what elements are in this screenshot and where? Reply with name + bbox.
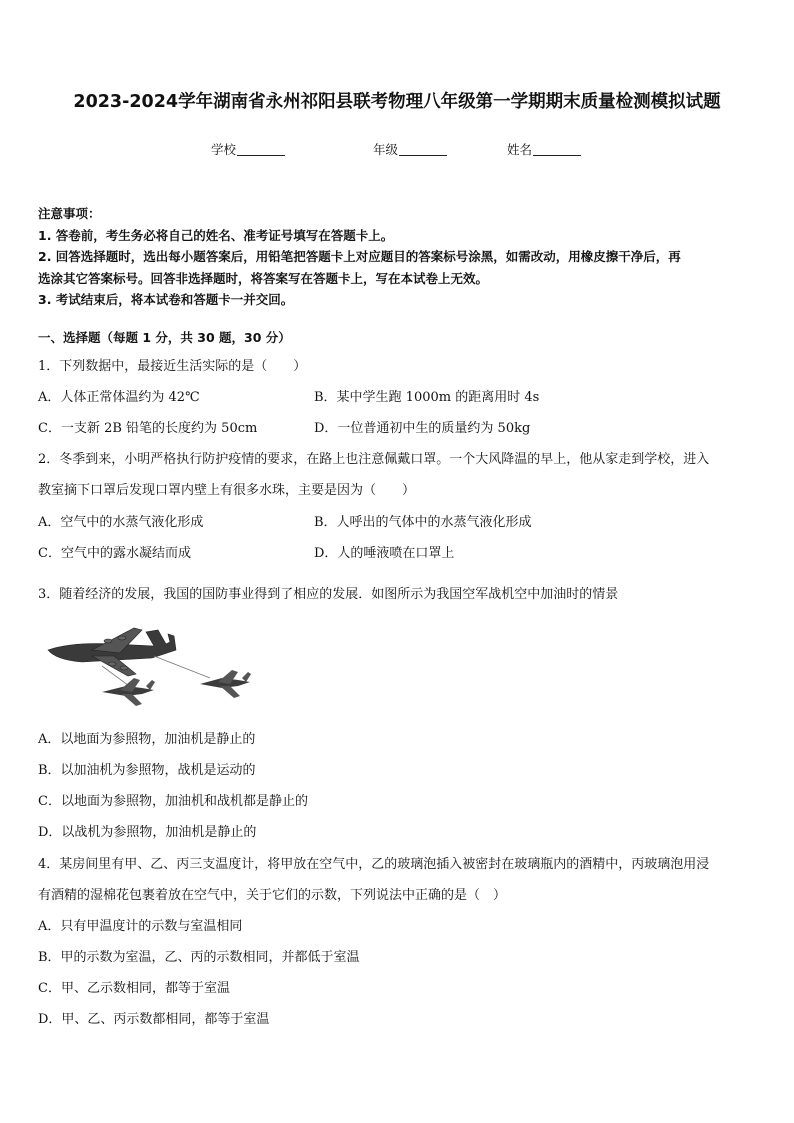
student-info-fields bbox=[0, 140, 794, 160]
q2-option-d: D．人的唾液喷在口罩上 bbox=[314, 546, 455, 561]
tanker-aircraft-icon bbox=[48, 628, 176, 676]
q2-stem-line1: 2．冬季到来，小明严格执行防护疫情的要求，在路上也注意佩戴口罩。一个大风降温的早上，他从家走到学校，进入 bbox=[38, 452, 710, 467]
school-field bbox=[211, 140, 285, 158]
refueling-aircraft-figure bbox=[42, 620, 282, 710]
q4-option-a: A．只有甲温度计的示数与室温相同 bbox=[38, 919, 243, 934]
q2-stem-line2: 教室摘下口罩后发现口罩内壁上有很多水珠，主要是因为（ ） bbox=[38, 483, 416, 498]
q4-stem-line2: 有酒精的湿棉花包裹着放在空气中，关于它们的示数，下列说法中正确的是（ ） bbox=[38, 888, 507, 903]
q4-option-b: B．甲的示数为室温，乙、丙的示数相同，并都低于室温 bbox=[38, 950, 360, 965]
q3-option-d: D．以战机为参照物，加油机是静止的 bbox=[38, 825, 257, 840]
notice-item: 3. 考试结束后，将本试卷和答题卡一并交回。 bbox=[38, 292, 294, 307]
notice-block bbox=[38, 203, 763, 311]
section-heading: 一、选择题（每题 1 分，共 30 题，30 分） bbox=[38, 330, 291, 345]
name-field bbox=[507, 140, 581, 158]
school-label: 学校 bbox=[211, 142, 237, 157]
q4-stem-line1: 4．某房间里有甲、乙、丙三支温度计，将甲放在空气中，乙的玻璃泡插入被密封在玻璃瓶内的酒精中，丙玻璃泡用浸 bbox=[38, 857, 710, 872]
q1-option-d: D．一位普通初中生的质量约为 50kg bbox=[314, 421, 531, 436]
notice-item: 2. 回答选择题时，选出每小题答案后，用铅笔把答题卡上对应题目的答案标号涂黑，如需改动，用橡皮擦干净后，再 bbox=[38, 249, 681, 264]
q2-option-b: B．人呼出的气体中的水蒸气液化形成 bbox=[314, 515, 532, 530]
q1-option-c: C．一支新 2B 铅笔的长度约为 50cm bbox=[38, 421, 258, 436]
fighter-jet-icon bbox=[102, 678, 155, 706]
q2-option-c: C．空气中的露水凝结而成 bbox=[38, 546, 191, 561]
name-label: 姓名 bbox=[507, 142, 533, 157]
q4-option-c: C．甲、乙示数相同，都等于室温 bbox=[38, 981, 230, 996]
q1-option-b: B．某中学生跑 1000m 的距离用时 4s bbox=[314, 390, 540, 405]
q3-option-b: B．以加油机为参照物，战机是运动的 bbox=[38, 763, 256, 778]
q1-stem: 1．下列数据中，最接近生活实际的是（ ） bbox=[38, 359, 307, 374]
page-title: 2023-2024学年湖南省永州祁阳县联考物理八年级第一学期期末质量检测模拟试题 bbox=[73, 92, 721, 112]
school-blank bbox=[237, 142, 285, 156]
notice-item: 选涂其它答案标号。回答非选择题时，将答案写在答题卡上，写在本试卷上无效。 bbox=[38, 270, 489, 286]
name-blank bbox=[533, 142, 581, 156]
q4-option-d: D．甲、乙、丙示数都相同，都等于室温 bbox=[38, 1012, 270, 1027]
grade-field bbox=[373, 140, 447, 158]
q3-option-c: C．以地面为参照物，加油机和战机都是静止的 bbox=[38, 794, 308, 809]
grade-blank bbox=[399, 142, 447, 156]
fighter-jet-icon bbox=[200, 670, 251, 698]
notice-heading: 注意事项： bbox=[38, 206, 101, 221]
q1-option-a: A．人体正常体温约为 42℃ bbox=[38, 390, 200, 405]
q3-option-a: A．以地面为参照物，加油机是静止的 bbox=[38, 732, 256, 747]
notice-item: 1. 答卷前，考生务必将自己的姓名、准考证号填写在答题卡上。 bbox=[38, 227, 394, 243]
grade-label: 年级 bbox=[373, 142, 399, 157]
q3-stem: 3．随着经济的发展，我国的国防事业得到了相应的发展．如图所示为我国空军战机空中加油时的情景 bbox=[38, 587, 619, 602]
q2-option-a: A．空气中的水蒸气液化形成 bbox=[38, 515, 204, 530]
hose-line bbox=[154, 656, 210, 678]
